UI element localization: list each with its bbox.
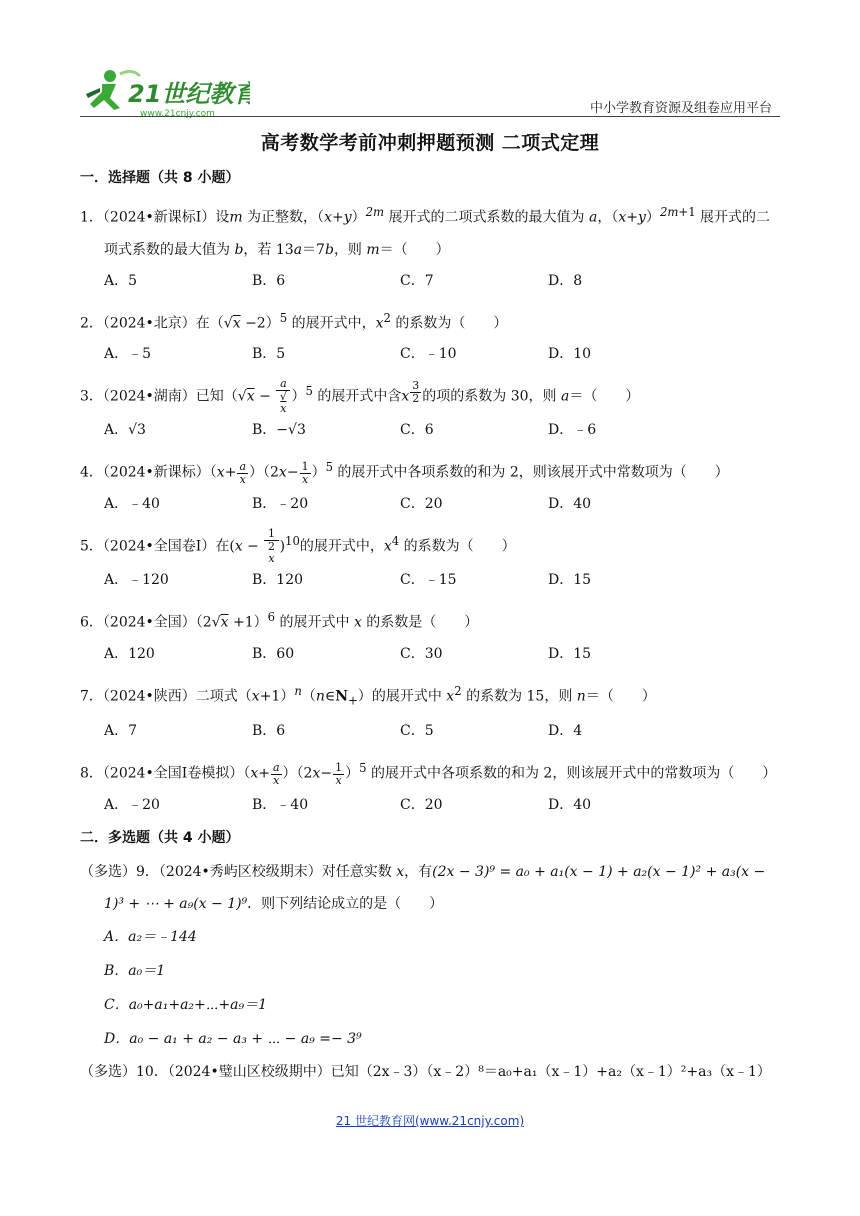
option-b[interactable]: B．﹣40 bbox=[252, 797, 309, 814]
option-d[interactable]: D．10 bbox=[548, 346, 592, 363]
section-heading-multi-choice: 二．多选题（共 4 小题） bbox=[80, 830, 240, 847]
option-b[interactable]: B．﹣20 bbox=[252, 496, 309, 513]
question-1-options bbox=[80, 266, 780, 302]
option-d[interactable]: D．40 bbox=[548, 797, 592, 814]
question-4: 4．（2024•新课标）（x+ $\frac{a}{x}$ ）（2x− $\frac{1}{x}$ ）$^5$ 的展开式中各项系数的和为 2，则该展开式中常数项为（ ） bbox=[80, 459, 729, 486]
option-c[interactable]: C．7 bbox=[400, 272, 434, 289]
question-8-options bbox=[80, 790, 780, 826]
option-a[interactable]: A．√3 bbox=[104, 422, 146, 439]
option-a[interactable]: A．﹣40 bbox=[104, 496, 160, 513]
option-a[interactable]: A．﹣120 bbox=[104, 572, 169, 589]
option-d[interactable]: D．8 bbox=[548, 272, 583, 289]
option-c[interactable]: C．﹣15 bbox=[400, 572, 457, 589]
option-c[interactable]: C．a₀+a₁+a₂+⋯+a₉＝1 bbox=[104, 997, 267, 1014]
option-d[interactable]: D．4 bbox=[548, 723, 583, 740]
option-b[interactable]: B．6 bbox=[252, 723, 286, 740]
section-heading-single-choice: 一．选择题（共 8 小题） bbox=[80, 170, 240, 186]
platform-name: 中小学教育资源及组卷应用平台 bbox=[589, 101, 772, 116]
option-c[interactable]: C．20 bbox=[400, 496, 443, 513]
option-c[interactable]: C．﹣10 bbox=[400, 346, 457, 363]
page-title: 高考数学考前冲刺押题预测 二项式定理 bbox=[260, 132, 600, 154]
question-5: 5．（2024•全国卷Ⅰ）在(x − 1 2 x )$^{10}$的展开式中，$x^4$ 的系数为（ ） bbox=[80, 527, 516, 566]
option-d[interactable]: D．40 bbox=[548, 496, 592, 513]
option-d[interactable]: D．15 bbox=[548, 572, 592, 589]
option-a[interactable]: A．﹣20 bbox=[104, 797, 160, 814]
option-a[interactable]: A．﹣5 bbox=[104, 346, 152, 363]
question-list bbox=[80, 166, 780, 1088]
svg-text:21世纪教育: 21世纪教育 bbox=[128, 80, 250, 108]
site-logo bbox=[80, 64, 250, 122]
question-1-continued: 项式系数的最大值为 b，若 13a＝7b，则 m＝（ ） bbox=[104, 241, 450, 258]
option-a[interactable]: A．120 bbox=[104, 645, 155, 662]
option-b[interactable]: B．60 bbox=[252, 645, 295, 662]
svg-text:www.21cnjy.com: www.21cnjy.com bbox=[140, 109, 215, 119]
question-4-options bbox=[80, 489, 780, 525]
option-d[interactable]: D．a₀ − a₁ + a₂ − a₃ + ⋯ − a₉ =− 3⁹ bbox=[104, 1031, 362, 1048]
option-c[interactable]: C．30 bbox=[400, 645, 443, 662]
question-10: （多选）10．（2024•璧山区校级期中）已知（2x﹣3）（x﹣2）⁸＝a₀+a₁（x﹣1）+a₂（x﹣1）²+a₃（x﹣1） bbox=[80, 1064, 771, 1081]
question-9: （多选）9．（2024•秀屿区校级期末）对任意实数 x，有(2x − 3)⁹ = a₀ + a₁(x − 1) + a₂(x − 1)² + a₃(x − bbox=[80, 864, 766, 881]
option-b[interactable]: B．a₀＝1 bbox=[104, 963, 166, 980]
option-a[interactable]: A．a₂＝﹣144 bbox=[104, 929, 197, 946]
option-d[interactable]: D．﹣6 bbox=[548, 422, 597, 439]
option-c[interactable]: C．20 bbox=[400, 797, 443, 814]
runner-logo-icon bbox=[80, 64, 250, 122]
question-1: 1．（2024•新课标Ⅰ）设m 为正整数，$(x+y)^{2m}$ 展开式的二项式系数的最大值为 a，$(x+y)^{2m+1}$ 展开式的二 bbox=[80, 205, 771, 226]
option-b[interactable]: B．6 bbox=[252, 272, 286, 289]
question-2-options bbox=[80, 339, 780, 375]
option-b[interactable]: B．−√3 bbox=[252, 422, 306, 439]
footer-link[interactable]: 21 世纪教育网(www.21cnjy.com) bbox=[335, 1114, 525, 1128]
question-3-options bbox=[80, 415, 780, 451]
option-a[interactable]: A．5 bbox=[104, 272, 138, 289]
header-divider bbox=[80, 116, 780, 117]
question-6-options bbox=[80, 639, 780, 675]
question-7: 7．（2024•陕西）二项式$(x+1)^n(n\in N_+)$的展开式中 $x^2$ 的系数为 15，则 n＝（ ） bbox=[80, 683, 656, 708]
question-9-continued: 1)³ + ⋯ + a₉(x − 1)⁹．则下列结论成立的是（ ） bbox=[104, 896, 444, 913]
question-7-options bbox=[80, 716, 780, 752]
option-d[interactable]: D．15 bbox=[548, 645, 592, 662]
question-3: 3．（2024•湖南）已知（√x − a √ x ）$^5$ 的展开式中含x $^{\frac{3}{2}}$ 的项的系数为 30，则 a＝（ ） bbox=[80, 377, 640, 416]
option-b[interactable]: B．5 bbox=[252, 346, 286, 363]
footer bbox=[0, 1112, 860, 1129]
question-5-options bbox=[80, 565, 780, 601]
option-b[interactable]: B．120 bbox=[252, 572, 304, 589]
option-a[interactable]: A．7 bbox=[104, 723, 138, 740]
question-8: 8．（2024•全国Ⅰ卷模拟）（x+ $\frac{a}{x}$ ）（2x− $\frac{1}{x}$ ）$^5$ 的展开式中各项系数的和为 2，则该展开式中的常数项为（ ） bbox=[80, 760, 777, 787]
option-c[interactable]: C．5 bbox=[400, 723, 434, 740]
option-c[interactable]: C．6 bbox=[400, 422, 434, 439]
question-6: 6．（2024•全国）$(2√x +1)^6$ 的展开式中 x 的系数是（ ） bbox=[80, 610, 479, 631]
question-2: 2．（2024•北京）在$(√x -2)^5$ 的展开式中，$x^2$ 的系数为（ ） bbox=[80, 310, 508, 332]
